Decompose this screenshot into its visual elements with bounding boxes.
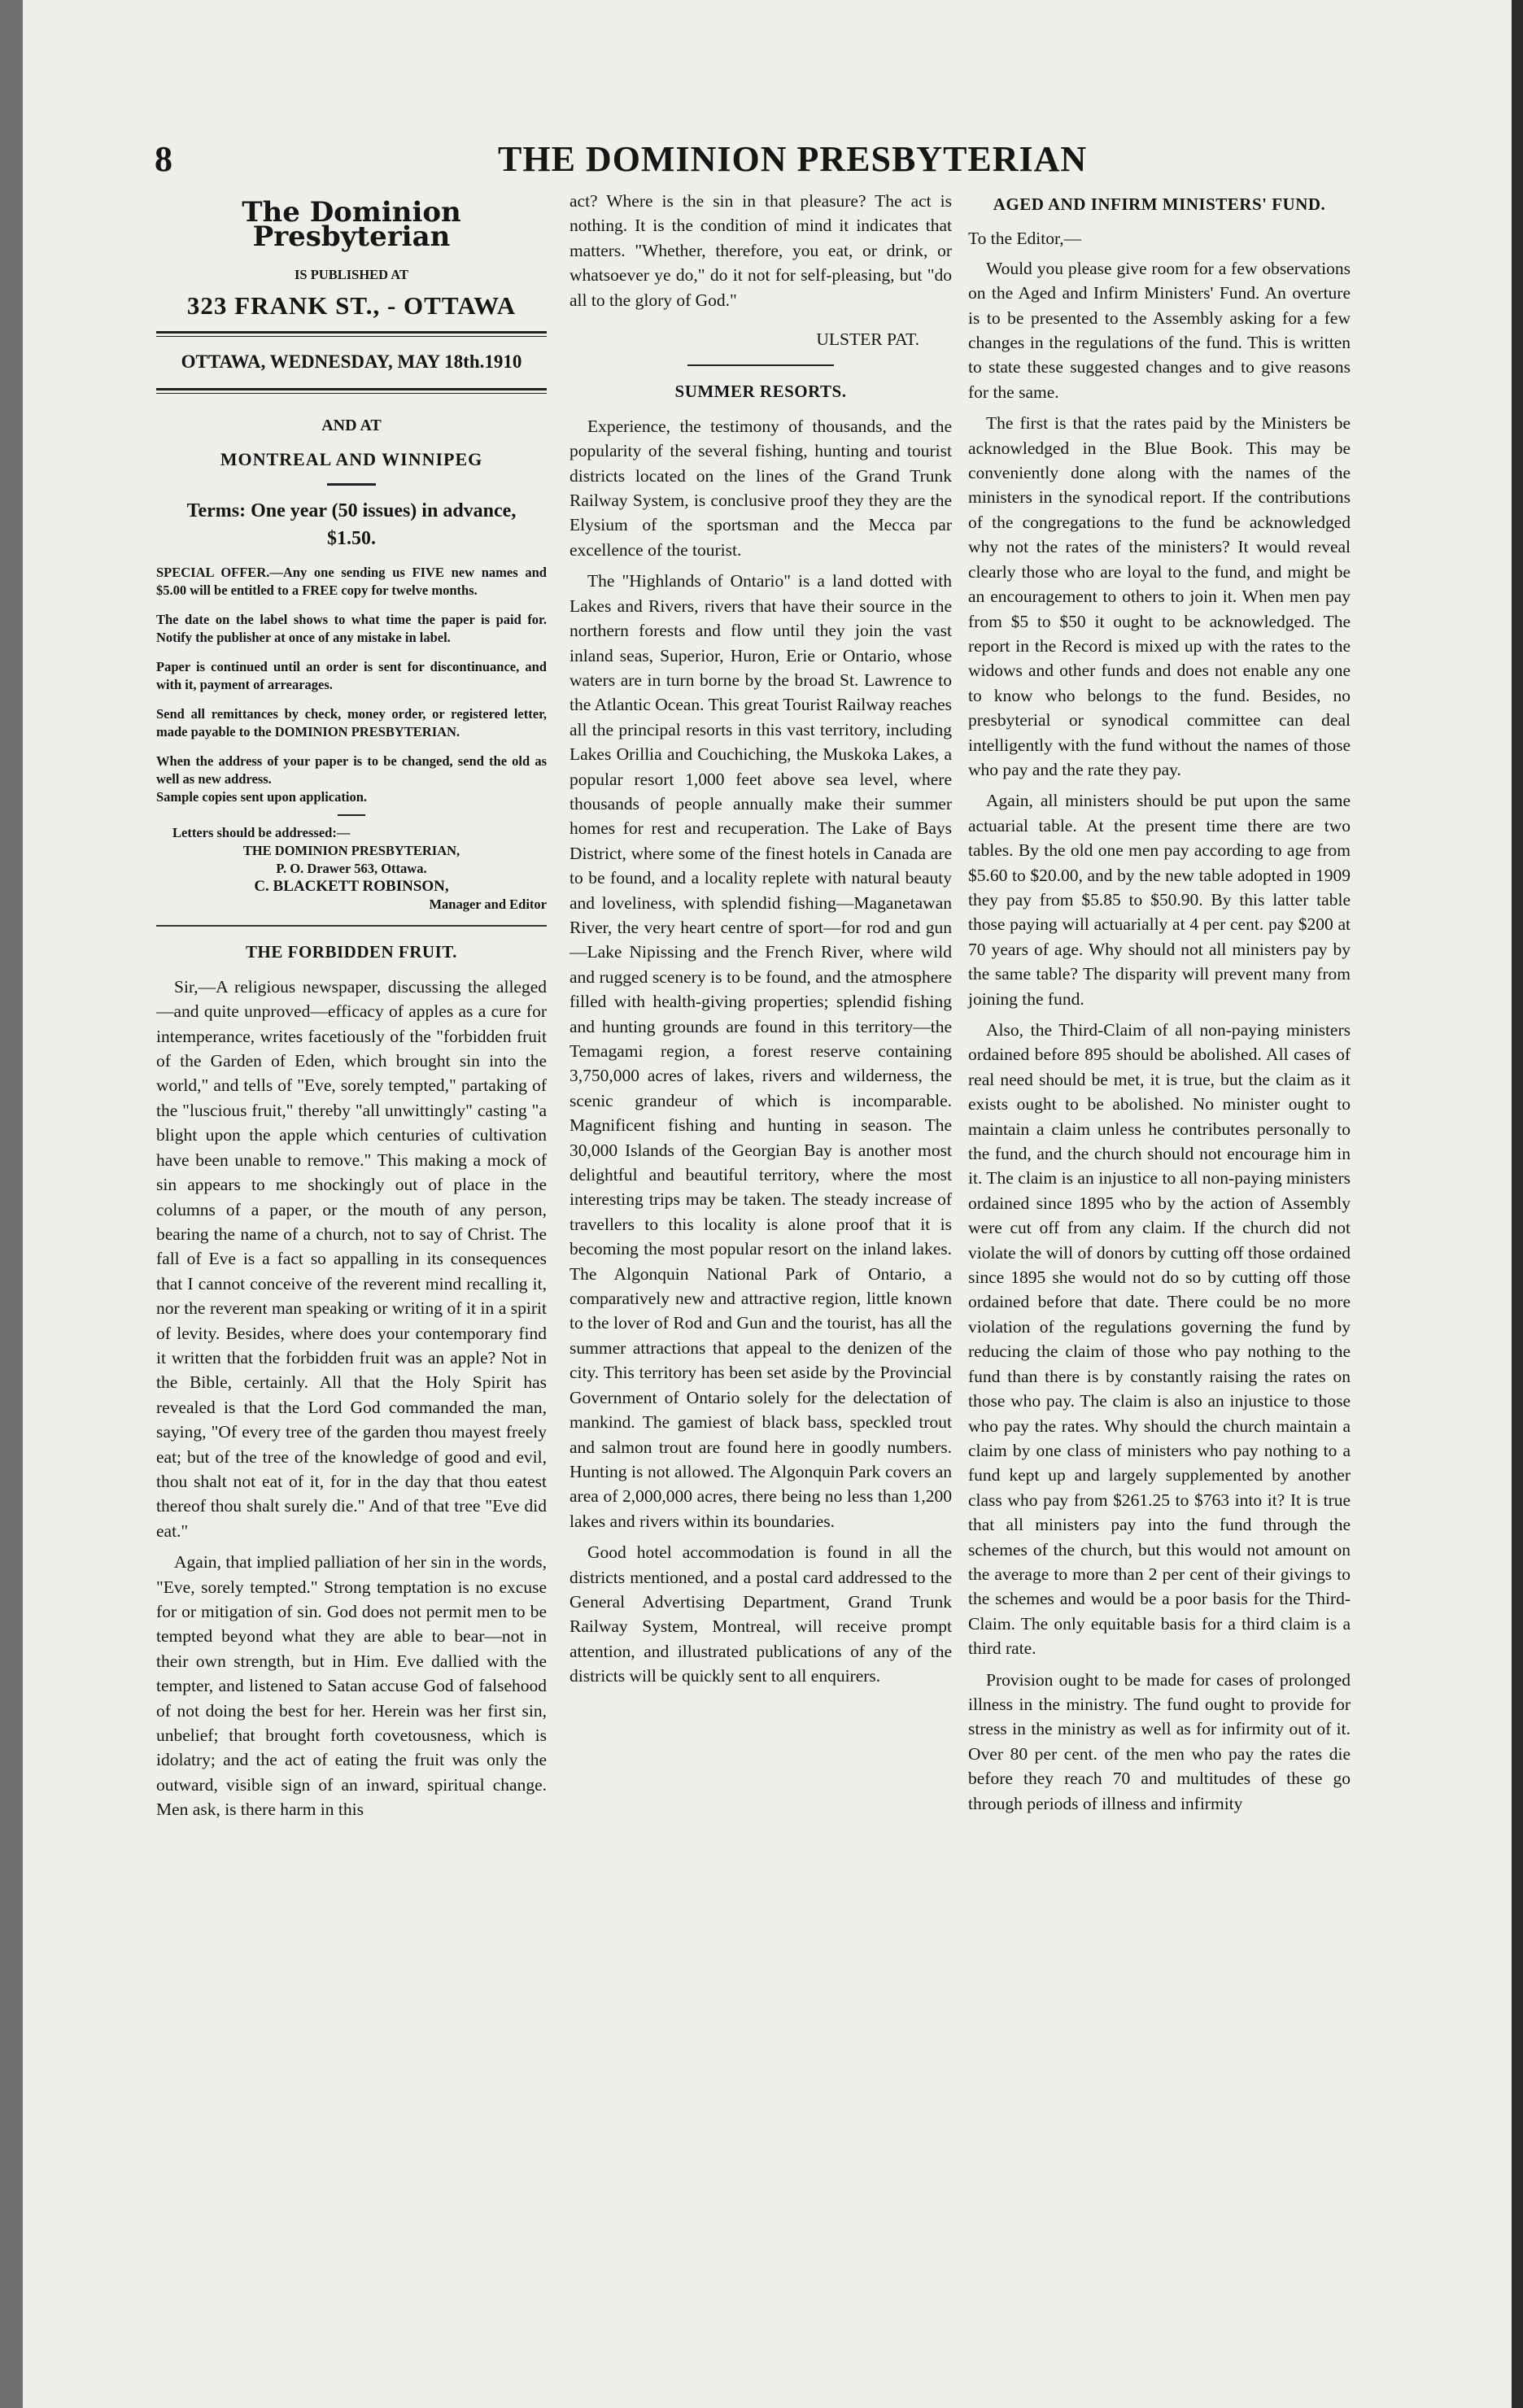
masthead-published-at: IS PUBLISHED AT — [295, 266, 408, 282]
double-rule — [156, 331, 547, 337]
masthead-title: The Dominion Presbyterian — [242, 196, 461, 254]
summer-resorts-heading: SUMMER RESORTS. — [674, 382, 847, 402]
aged-infirm-salutation: To the Editor,— — [968, 229, 1082, 249]
section-rule — [687, 364, 834, 366]
running-title: THE DOMINION PRESBYTERIAN — [498, 139, 1088, 179]
masthead-letters-name: THE DOMINION PRESBYTERIAN, — [242, 843, 460, 859]
masthead-letters-box: P. O. Drawer 563, Ottawa. — [276, 861, 427, 877]
forbidden-fruit-paragraph-3: act? Where is the sin in that pleasure? The act is nothing. It is the condition of mind it indicates that matters. "Whether, therefore, you eat, or drink, or whatsoever ye do," do it not for self-pleasing, but "do all to the glory of God." — [569, 191, 952, 310]
column-1 — [156, 195, 547, 1822]
masthead-letters-to: Letters should be addressed:— — [172, 825, 351, 841]
masthead-address-change: When the address of your paper is to be changed, send the old as well as new address. — [156, 753, 547, 787]
page-number: 8 — [155, 139, 172, 179]
aged-infirm-paragraph-5: Provision ought to be made for cases of prolonged illness in the ministry. The fund ought to provide for stress in the ministry as well as for infirmity out of it. Over 80 per cent. of the men who pay the rates die before they reach 70 and multitudes of these go through periods of illness and infirmity — [968, 1669, 1351, 1813]
masthead-dateline: OTTAWA, WEDNESDAY, MAY 18th.1910 — [181, 351, 522, 373]
forbidden-fruit-paragraph-1: Sir,—A religious newspaper, discussing the alleged—and quite unproved—efficacy of apples as a cure for intemperance, writes facetiously of the "forbidden fruit of the Garden of Eden, which brought sin into the world," and tells of "Eve, sorely tempted," partaking of the "luscious fruit," thereby "all unwittingly" casting "a blight upon the apple which centuries of cultivation have been unable to remove." This making a mock of sin appears to me shockingly out of place in the columns of a paper, or the mouth of any person, bearing the name of a church, not to say of Christ. The fall of Eve is a fact so appalling in its consequences that I cannot conceive of the reverent mind recalling it, nor the reverent man speaking or writing of it in a spirit of levity. Besides, where does your contemporary find it written that the forbidden fruit was an apple? Not in the Bible, certainly. All that the Holy Spirit has revealed is that the Lord God commanded the man, saying, "Of every tree of the garden thou mayest freely eat; but of the tree of the knowledge of good and evil, thou shalt not eat of it, for in the day that thou eatest thereof thou shalt surely die." And of that tree "Eve did eat." — [156, 976, 547, 1541]
right-scan-border — [1512, 0, 1523, 2408]
aged-infirm-heading: AGED AND INFIRM MINISTERS' FUND. — [993, 194, 1326, 214]
masthead-cities: MONTREAL AND WINNIPEG — [220, 449, 483, 470]
masthead-continued-note: Paper is continued until an order is sent for discontinuance, and with it, payment of arrearages. — [156, 659, 547, 693]
short-rule — [327, 483, 376, 486]
masthead-remittances: Send all remittances by check, money order, or registered letter, made payable to the DOMINION PRESBYTERIAN. — [156, 706, 547, 740]
column-2 — [569, 189, 952, 1689]
double-rule — [156, 388, 547, 394]
masthead-sample-copies: Sample copies sent upon application. — [156, 789, 368, 805]
column-3 — [968, 192, 1351, 1816]
masthead-and-at: AND AT — [321, 416, 382, 434]
masthead-manager-name: C. BLACKETT ROBINSON, — [254, 878, 449, 896]
summer-resorts-paragraph-2: The "Highlands of Ontario" is a land dotted with Lakes and Rivers, rivers that have their source in the northern forests and flow until they join the vast inland seas, Superior, Huron, Erie or Ontario, whose waters are in turn borne by the broad St. Lawrence to the Atlantic Ocean. This great Tourist Railway reaches all the principal resorts in this vast territory, including Lakes Orillia and Couchiching, the Muskoka Lakes, a popular resort 1,000 feet above sea level, where thousands of people annually make their summer homes for rest and recuperation. The Lake of Bays District, where some of the finest hotels in Canada are to be found, and a locality replete with natural beauty and loveliness, with splendid fishing—Maganetawan River, the very heart centre of sport—for rod and gun—Lake Nipissing and the French River, where wild and rugged scenery is to be found, and the atmosphere filled with health-giving properties; splendid fishing and hunting grounds are found in this territory—the Temagami region, a forest reserve containing 3,750,000 acres of lakes, rivers and wilderness, the scenic grandeur of which is incomparable. Magnificent fishing and hunting in season. The 30,000 Islands of the Georgian Bay is another most delightful and beautiful territory, where the most interesting trips may be taken. The steady increase of travellers to this locality is alone proof that it is becoming the most popular resort on the inland lakes. The Algonquin National Park of Ontario, a comparatively new and attractive region, little known to the lover of Rod and Gun and the tourist, has all the summer attractions that appeal to the denizen of the city. This territory has been set aside by the Provincial Government of Ontario solely for the delectation of mankind. The gamiest of black bass, speckled trout and salmon trout are found here in goodly numbers. Hunting is not allowed. The Algonquin Park covers an area of 2,000,000 acres, there being no less than 1,200 lakes and rivers within its boundaries. — [569, 571, 952, 1531]
aged-infirm-paragraph-2: The first is that the rates paid by the Ministers be acknowledged in the Blue Book. This may be conveniently done along with the names of the ministers in the synodical report. If the contributions of the congregations to the fund be acknowledged why not the rates of the ministers? It would reveal clearly those who are loyal to the fund, and might be an encouragement to others to join it. When men pay from $5 to $50 it ought to be acknowledged. The report in the Record is mixed up with the rates to the widows and other funds and does not enable any one to know who belongs to the fund. Besides, no presbyterial or synodical committee can deal intelligently with the fund without the names of those who pay and the rate they pay. — [968, 413, 1351, 779]
masthead-special-offer: SPECIAL OFFER.—Any one sending us FIVE new names and $5.00 will be entitled to a FREE copy for twelve months. — [156, 565, 547, 599]
aged-infirm-paragraph-1: Would you please give room for a few observations on the Aged and Infirm Ministers' Fund. An overture is to be presented to the Assembly asking for a few changes in the regulations of the fund. This is written to state these suggested changes and to give reasons for the same. — [968, 258, 1351, 402]
masthead-label-note: The date on the label shows to what time the paper is paid for. Notify the publisher at once of any mistake in label. — [156, 612, 547, 646]
left-scan-border — [0, 0, 23, 2408]
summer-resorts-paragraph-3: Good hotel accommodation is found in all the districts mentioned, and a postal card addressed to the General Advertising Department, Grand Trunk Railway System, Montreal, will receive prompt attention, and illustrated publications of any of the districts will be quickly sent to all enquirers. — [569, 1542, 952, 1686]
masthead-terms: Terms: One year (50 issues) in advance, $1.50. — [186, 500, 517, 550]
aged-infirm-paragraph-4: Also, the Third-Claim of all non-paying ministers ordained before 895 should be abolished. All cases of real need should be met, it is true, but the claim as it exists ought to be abolished. No minister ought to maintain a claim unless he contributes personally to the fund, and the church should not encourage him in it. The claim is an injustice to all non-paying ministers ordained since 1895 who by the action of Assembly were cut off from any claim. If the church did not violate the will of donors by cutting off those ordained since 1895 she would not do so by cutting off those ordained before that date. There could be no more violation of the regulations governing the fund by reducing the claim of those who pay nothing to the fund than there is by constantly raising the rates on those who pay. The claim is also an injustice to those who pay the rates. Why should the church maintain a claim by one class of ministers who pay nothing to a fund kept up and largely supplemented by another class who pay from $261.25 to $763 into it? It is true that all ministers pay into the fund through the schemes of the church, but this would not amount on the average to more than 2 per cent of their givings to the schemes and would be a poor basis for the Third-Claim. The only equitable basis for a third claim is a third rate. — [968, 1020, 1351, 1659]
masthead-address: 323 FRANK ST., - OTTAWA — [186, 290, 517, 320]
aged-infirm-paragraph-3: Again, all ministers should be put upon the same actuarial table. At the present time there are two tables. By the old one men pay according to age from $5.60 to $20.00, and by the new table adopted in 1909 they pay from $5.85 to $50.90. By this latter table those paying will actuarially at 4 per cent. pay $200 at 70 years of age. Why should not all ministers pay by the same table? The disparity will prevent many from joining the fund. — [968, 791, 1351, 1009]
tiny-rule — [338, 814, 365, 816]
forbidden-fruit-paragraph-2: Again, that implied palliation of her sin in the words, "Eve, sorely tempted." Strong temptation is no excuse for or mitigation of sin. God does not permit men to be tempted beyond what they are able to bear—not in their own strength, but in Him. Eve dallied with the tempter, and listened to Satan accuse God of falsehood of not doing the best for her. Herein was her first sin, unbelief; that brought forth covetousness, which is idolatry; and the act of eating the fruit was only the outward, visible sign of an inward, spiritual change. Men ask, is there harm in this — [156, 1552, 547, 1820]
section-rule — [156, 925, 547, 927]
forbidden-fruit-signature: ULSTER PAT. — [816, 329, 919, 350]
forbidden-fruit-heading: THE FORBIDDEN FRUIT. — [246, 942, 457, 962]
masthead-manager-title: Manager and Editor — [429, 896, 547, 913]
summer-resorts-paragraph-1: Experience, the testimony of thousands, and the popularity of the several fishing, hunting and tourist districts located on the lines of the Grand Trunk Railway System, is conclusive proof they they are the Elysium of the sportsman and the Mecca par excellence of the tourist. — [569, 416, 952, 560]
